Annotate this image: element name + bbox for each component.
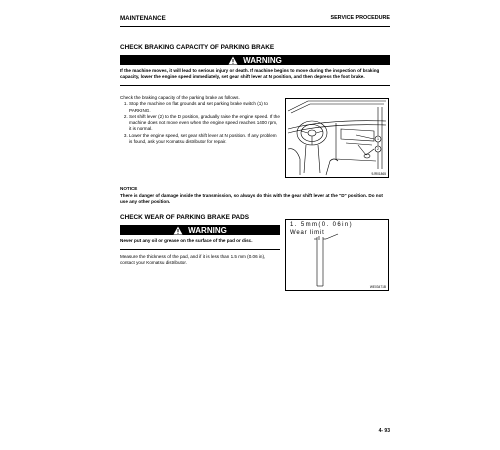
- header-section-title: MAINTENANCE: [120, 15, 166, 22]
- procedure-step-2: 2. Set shift lever (2) to the D position, gradually raise the engine speed. If the machine does not move even when the engine speed reaches 1400 rpm, it is normal.: [129, 114, 280, 133]
- notice-title: NOTICE: [120, 186, 138, 191]
- warning-banner-2: [120, 225, 280, 235]
- divider: [120, 85, 390, 86]
- procedure-step-1: 1. Stop the machine on flat grounds and set parking brake switch (1) to PARKING.: [129, 101, 280, 114]
- notice-text: There is danger of damage inside the transmission, so always do this with the gear shift lever at the "D" position. Do not use any other position.: [120, 193, 383, 205]
- section-title-braking-capacity: CHECK BRAKING CAPACITY OF PARKING BRAKE: [120, 44, 275, 51]
- warning-banner: [120, 55, 390, 65]
- warning-text: If the machine moves, it will lead to serious injury or death. If machine begins to move during the inspection of braking capacity, lower the engine speed immediately, set gear shift lever at N position, and then depress the foot brake.: [120, 68, 380, 80]
- pad-check-text: Measure the thickness of the pad, and if it is less than 1.5 mm (0.06 in), contact your Komatsu distributor.: [120, 254, 266, 266]
- figure-1-code: 9JR01865: [371, 172, 386, 176]
- warning-text-2: Never put any oil or grease on the surface of the pad or disc.: [120, 238, 253, 243]
- warning-triangle-icon: [173, 226, 183, 235]
- page-number: 4- 93: [378, 428, 390, 434]
- pad-drawing: [286, 220, 388, 290]
- dashboard-illustration: [285, 98, 389, 178]
- header-subtitle: SERVICE PROCEDURE: [330, 15, 390, 21]
- callout-2-label: 2: [377, 147, 379, 152]
- procedure-steps: [120, 101, 280, 145]
- warning-triangle-icon: [228, 56, 238, 65]
- divider-2: [120, 249, 280, 250]
- wear-limit-label: Wear limit: [290, 230, 325, 236]
- cab-drawing: [286, 99, 388, 177]
- callout-1-label: 1: [377, 137, 379, 142]
- manual-page: [120, 10, 390, 440]
- procedure-text: [120, 95, 280, 145]
- pad-wear-illustration: [285, 219, 389, 291]
- section-title-brake-pads: CHECK WEAR OF PARKING BRAKE PADS: [120, 214, 249, 221]
- warning-label-2: WARNING: [188, 225, 227, 235]
- wear-limit-value: 1. 5mm(0. 06in): [290, 222, 354, 228]
- warning-label: WARNING: [243, 55, 282, 65]
- procedure-intro: Check the braking capacity of the parking brake as follows.: [120, 95, 240, 100]
- page-header: [120, 14, 390, 27]
- figure-2-code: WE03471B: [369, 285, 386, 289]
- procedure-step-3: 3. Lower the engine speed, set gear shift lever at N position. If any problem is found, ask your Komatsu distributor for repair.: [129, 133, 280, 146]
